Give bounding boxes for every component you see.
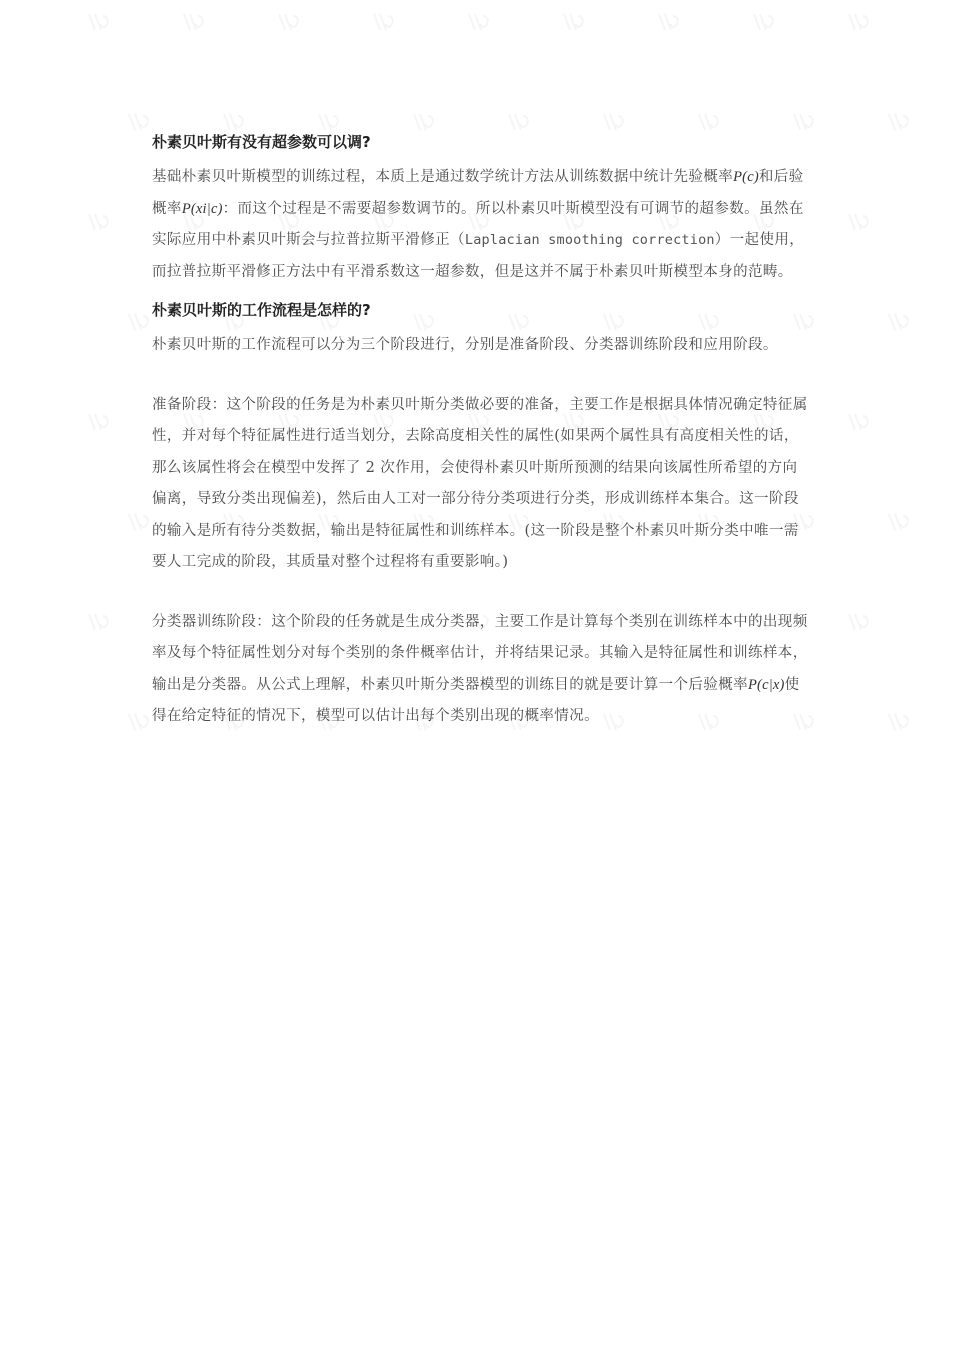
watermark-mark xyxy=(275,10,303,34)
math-posterior: P(c|x) xyxy=(748,676,785,693)
math-prior: P(c) xyxy=(733,169,759,185)
watermark-mark xyxy=(465,10,493,34)
text-run: 基础朴素贝叶斯模型的训练过程，本质上是通过数学统计方法从训练数据中统计先验概率 xyxy=(152,169,734,185)
watermark-mark xyxy=(180,10,208,34)
section-heading-workflow: 朴素贝叶斯的工作流程是怎样的? xyxy=(152,301,371,319)
watermark-mark xyxy=(125,710,153,734)
text-run: 和后验概率 xyxy=(152,169,804,217)
section-heading-hyperparameters: 朴素贝叶斯有没有超参数可以调? xyxy=(152,133,371,151)
watermark-mark xyxy=(85,10,113,34)
watermark-mark xyxy=(845,410,873,434)
watermark-mark xyxy=(885,510,913,534)
watermark-mark xyxy=(370,10,398,34)
watermark-mark xyxy=(85,610,113,634)
watermark-mark xyxy=(845,210,873,234)
watermark-mark xyxy=(750,10,778,34)
watermark-mark xyxy=(85,210,113,234)
watermark-mark xyxy=(885,310,913,334)
watermark-mark xyxy=(885,710,913,734)
paragraph-workflow-intro: 朴素贝叶斯的工作流程可以分为三个阶段进行，分别是准备阶段、分类器训练阶段和应用阶段。 xyxy=(152,337,778,353)
term-laplacian: Laplacian smoothing correction xyxy=(464,232,715,248)
paragraph-preparation-stage: 准备阶段：这个阶段的任务是为朴素贝叶斯分类做必要的准备，主要工作是根据具体情况确定特征属性，并对每个特征属性进行适当划分，去除高度相关性的属性(如果两个属性具有高度相关性的话，那么该属性将会在模型中发挥了 2 次作用，会使得朴素贝叶斯所预测的结果向该属性所希望的方向偏离，导致分类出现偏差)，然后由人工对一部分待分类项进行分类，形成训练样本集合。这一阶段的输入是所有待分类数据，输出是特征属性和训练样本。(这一阶段是整个朴素贝叶斯分类中唯一需要人工完成的阶段，其质量对整个过程将有重要影响。) xyxy=(152,396,808,570)
watermark-mark xyxy=(125,510,153,534)
watermark-mark xyxy=(885,110,913,134)
paragraph-hyperparameters xyxy=(152,162,812,288)
math-likelihood: P(xi|c) xyxy=(181,200,223,217)
text-run: ）一起使用，而拉普拉斯平滑修正方法中有平滑系数这一超参数，但是这并不属于朴素贝叶斯模型本身的范畴。 xyxy=(152,232,805,280)
watermark-mark xyxy=(125,110,153,134)
watermark-mark xyxy=(560,10,588,34)
text-run: 分类器训练阶段：这个阶段的任务就是生成分类器，主要工作是计算每个类别在训练样本中的出现频率及每个特征属性划分对每个类别的条件概率估计，并将结果记录。其输入是特征属性和训练样本，输出是分类器。从公式上理解，朴素贝叶斯分类器模型的训练目的就是要计算一个后验概率 xyxy=(152,613,808,693)
watermark-mark xyxy=(655,10,683,34)
watermark-mark xyxy=(845,10,873,34)
text-run: ：而这个过程是不需要超参数调节的。所以朴素贝叶斯模型没有可调节的超参数。虽然在实际应用中朴素贝叶斯会与拉普拉斯平滑修正（ xyxy=(152,200,804,248)
watermark-mark xyxy=(845,610,873,634)
document-content xyxy=(152,128,812,733)
paragraph-training-stage xyxy=(152,607,812,733)
watermark-mark xyxy=(125,310,153,334)
watermark-mark xyxy=(85,410,113,434)
text-run: 使得在给定特征的情况下，模型可以估计出每个类别出现的概率情况。 xyxy=(152,676,800,724)
